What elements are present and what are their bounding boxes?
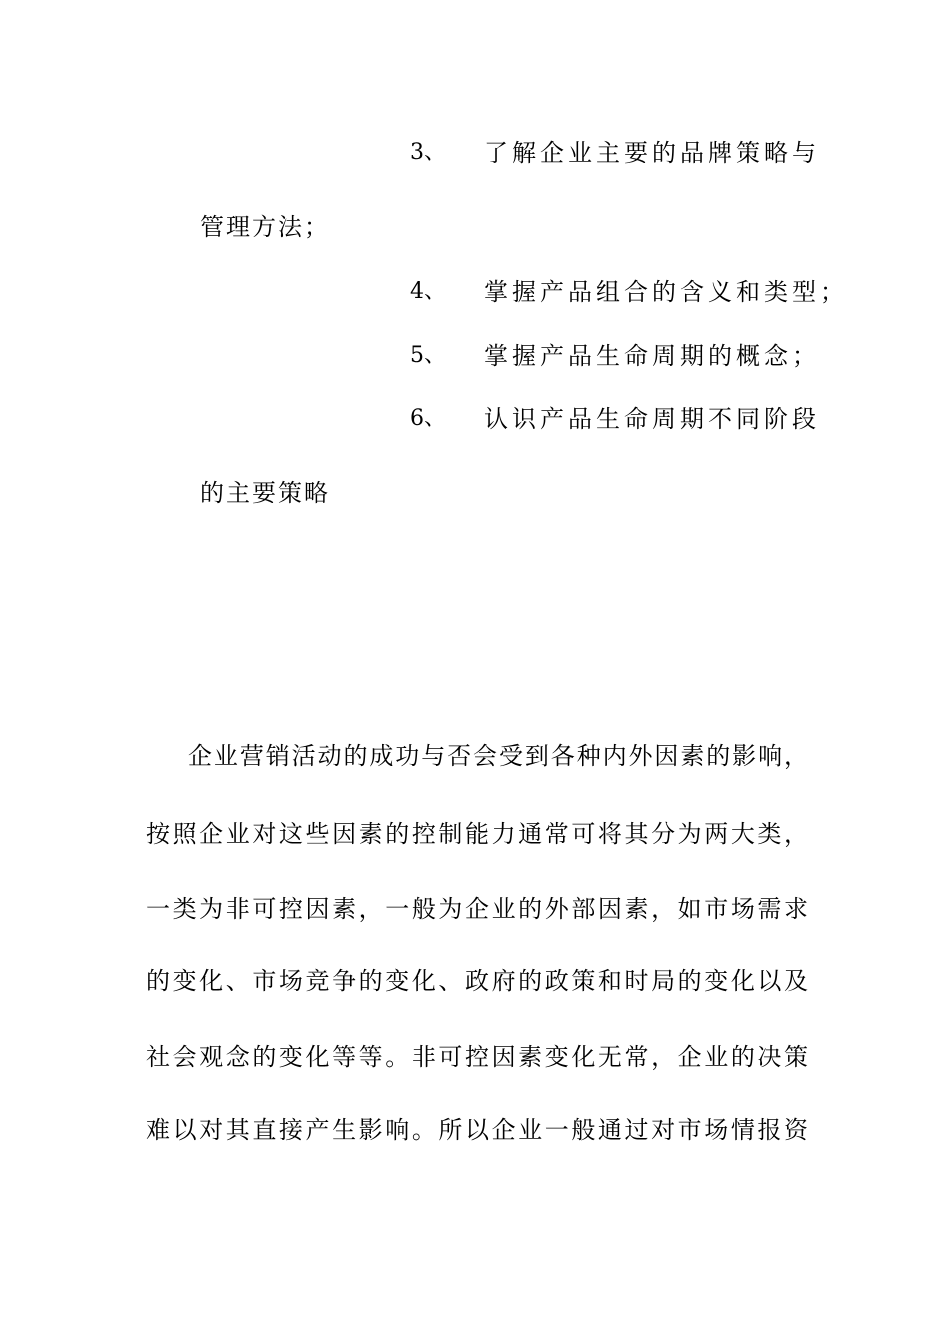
paragraph-line-2: 按照企业对这些因素的控制能力通常可将其分为两大类， xyxy=(146,820,808,848)
objective-5-number: 5、 xyxy=(410,343,446,368)
paragraph-line-6: 难以对其直接产生影响。所以企业一般通过对市场情报资 xyxy=(146,1116,808,1144)
paragraph-line-5: 社会观念的变化等等。非可控因素变化无常，企业的决策 xyxy=(146,1043,808,1071)
objective-4-text: 掌握产品组合的含义和类型； xyxy=(484,278,848,306)
objective-6-number: 6、 xyxy=(410,406,446,431)
objective-5-text: 掌握产品生命周期的概念； xyxy=(484,342,820,370)
paragraph-line-1: 企业营销活动的成功与否会受到各种内外因素的影响， xyxy=(188,742,808,770)
paragraph-line-3: 一类为非可控因素，一般为企业的外部因素，如市场需求 xyxy=(146,895,808,923)
objective-6-continuation: 的主要策略 xyxy=(200,479,330,507)
objective-3-text: 了解企业主要的品牌策略与 xyxy=(484,139,820,167)
paragraph-line-4: 的变化、市场竞争的变化、政府的政策和时局的变化以及 xyxy=(146,967,808,995)
objective-3-number: 3、 xyxy=(410,140,446,165)
objective-3-continuation: 管理方法； xyxy=(200,213,330,241)
objective-4-number: 4、 xyxy=(410,279,446,304)
objective-6-text: 认识产品生命周期不同阶段 xyxy=(484,405,820,433)
